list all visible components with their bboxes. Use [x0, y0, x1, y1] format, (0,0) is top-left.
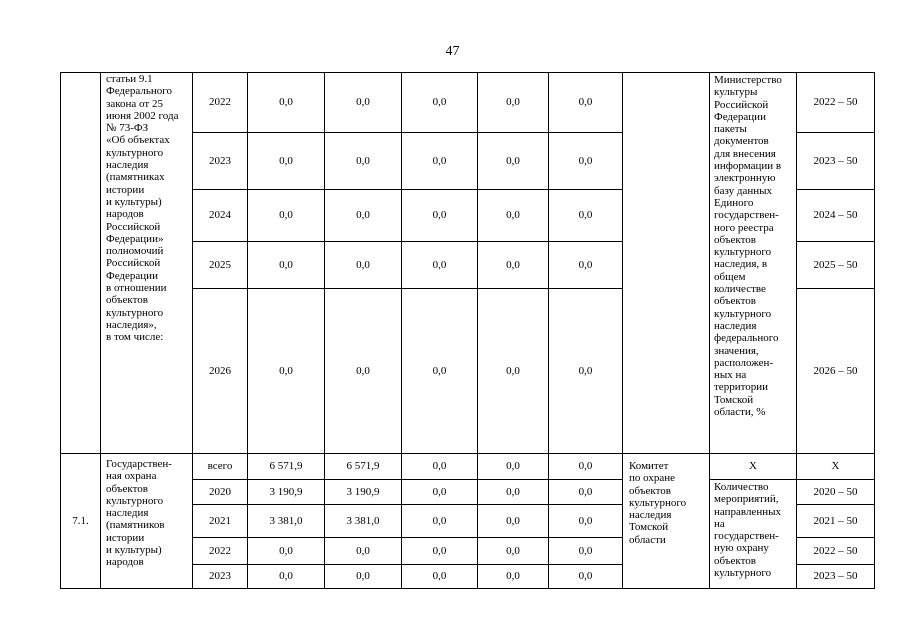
- year-cell: всего: [193, 454, 248, 480]
- value-cell: 0,0: [402, 73, 478, 133]
- value-cell: 0,0: [549, 505, 623, 538]
- target-cell: 2025 – 50: [797, 242, 875, 289]
- value-cell: 0,0: [549, 565, 623, 589]
- row-index-cell: [61, 73, 101, 454]
- value-cell: 0,0: [325, 242, 402, 289]
- value-cell: 0,0: [478, 190, 549, 242]
- year-cell: 2022: [193, 538, 248, 565]
- value-cell: 0,0: [549, 73, 623, 133]
- target-cell: 2026 – 50: [797, 289, 875, 454]
- value-cell: 3 381,0: [325, 505, 402, 538]
- year-cell: 2022: [193, 73, 248, 133]
- table-row: [61, 454, 875, 480]
- target-cell: 2024 – 50: [797, 190, 875, 242]
- value-cell: 0,0: [402, 538, 478, 565]
- indicator-description: Министерство культуры Российской Федерации пакеты документов для внесения информации в электронную базу данных Единого государствен- ного реестра объектов культурного наследия, в общем количестве объектов культурного наследия федерального значения, расположен- ных на территории Томской области, %: [710, 73, 797, 454]
- value-cell: 0,0: [478, 505, 549, 538]
- value-cell: 0,0: [248, 190, 325, 242]
- value-cell: 0,0: [549, 538, 623, 565]
- target-cell: 2020 – 50: [797, 480, 875, 505]
- program-table: [60, 72, 875, 589]
- value-cell: 0,0: [402, 190, 478, 242]
- value-cell: 0,0: [402, 565, 478, 589]
- target-cell: 2023 – 50: [797, 133, 875, 190]
- value-cell: 0,0: [248, 73, 325, 133]
- value-cell: 0,0: [549, 133, 623, 190]
- value-cell: 3 190,9: [248, 480, 325, 505]
- measure-description: Государствен- ная охрана объектов культурного наследия (памятников истории и культуры) народов: [101, 454, 193, 589]
- value-cell: 0,0: [325, 565, 402, 589]
- value-cell: 0,0: [549, 289, 623, 454]
- value-cell: 6 571,9: [248, 454, 325, 480]
- measure-description: статьи 9.1 Федерального закона от 25 июня 2002 года № 73-ФЗ «Об объектах культурного наследия (памятниках истории и культуры) народов Российской Федерации» полномочий Российской Федерации в отношении объектов культурного наследия», в том числе:: [101, 73, 193, 454]
- year-cell: 2023: [193, 565, 248, 589]
- value-cell: 0,0: [248, 289, 325, 454]
- year-cell: 2021: [193, 505, 248, 538]
- responsible-organization: Комитет по охране объектов культурного наследия Томской области: [623, 454, 710, 589]
- value-cell: 0,0: [478, 538, 549, 565]
- indicator-description: Количество мероприятий, направленных на государствен- ную охрану объектов культурного: [710, 480, 797, 589]
- value-cell: 0,0: [478, 565, 549, 589]
- value-cell: 0,0: [248, 538, 325, 565]
- value-cell: 0,0: [478, 480, 549, 505]
- value-cell: 0,0: [478, 289, 549, 454]
- value-cell: 0,0: [549, 454, 623, 480]
- value-cell: 0,0: [248, 133, 325, 190]
- value-cell: 0,0: [402, 505, 478, 538]
- target-cell: 2022 – 50: [797, 538, 875, 565]
- table-row: [61, 73, 875, 133]
- value-cell: 0,0: [478, 454, 549, 480]
- row-index: 7.1.: [61, 454, 101, 589]
- year-cell: 2023: [193, 133, 248, 190]
- value-cell: 3 381,0: [248, 505, 325, 538]
- target-cell: 2023 – 50: [797, 565, 875, 589]
- value-cell: 0,0: [325, 289, 402, 454]
- indicator-x-cell: Х: [710, 454, 797, 480]
- value-cell: 0,0: [248, 242, 325, 289]
- value-cell: 0,0: [325, 190, 402, 242]
- value-cell: 0,0: [402, 242, 478, 289]
- responsible-cell: [623, 73, 710, 454]
- value-cell: 0,0: [325, 133, 402, 190]
- value-cell: 0,0: [248, 565, 325, 589]
- target-x-cell: Х: [797, 454, 875, 480]
- value-cell: 0,0: [402, 133, 478, 190]
- value-cell: 6 571,9: [325, 454, 402, 480]
- value-cell: 0,0: [325, 538, 402, 565]
- value-cell: 0,0: [549, 242, 623, 289]
- year-cell: 2024: [193, 190, 248, 242]
- value-cell: 0,0: [549, 480, 623, 505]
- value-cell: 0,0: [402, 454, 478, 480]
- value-cell: 0,0: [402, 289, 478, 454]
- target-cell: 2021 – 50: [797, 505, 875, 538]
- page-number: 47: [445, 44, 460, 59]
- value-cell: 0,0: [325, 73, 402, 133]
- value-cell: 0,0: [402, 480, 478, 505]
- value-cell: 0,0: [478, 73, 549, 133]
- year-cell: 2025: [193, 242, 248, 289]
- value-cell: 3 190,9: [325, 480, 402, 505]
- target-cell: 2022 – 50: [797, 73, 875, 133]
- year-cell: 2020: [193, 480, 248, 505]
- value-cell: 0,0: [478, 242, 549, 289]
- value-cell: 0,0: [549, 190, 623, 242]
- year-cell: 2026: [193, 289, 248, 454]
- value-cell: 0,0: [478, 133, 549, 190]
